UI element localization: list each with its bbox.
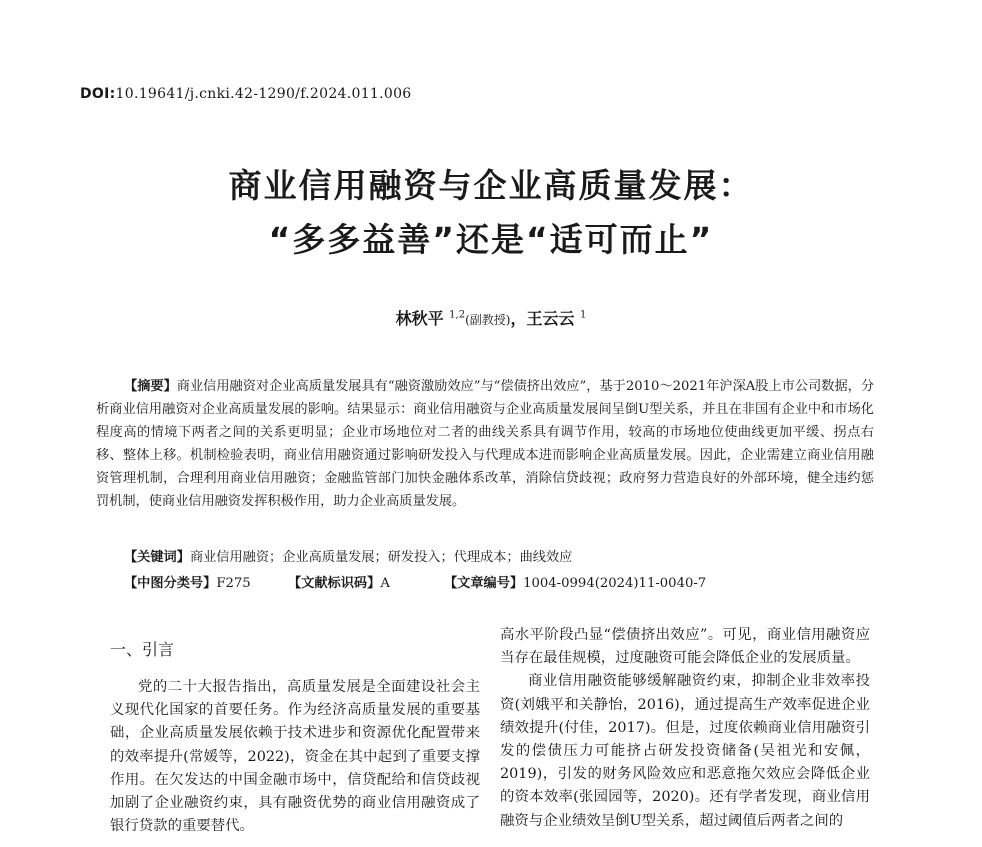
keywords-text: 商业信用融资；企业高质量发展；研发投入；代理成本；曲线效应: [189, 550, 573, 565]
author-separator: ，: [510, 309, 527, 328]
article-value: 1004-0994(2024)11-0040-7: [523, 576, 707, 591]
right-column: [500, 624, 870, 833]
author-1: 林秋平: [395, 309, 444, 328]
article-number: [444, 572, 706, 591]
clc-value: F275: [216, 576, 251, 591]
abstract-label: 【摘要】: [124, 379, 177, 394]
abstract-text: 商业信用融资对企业高质量发展具有“融资激励效应”与“偿债挤出效应”，基于2010～2021年沪深A股上市公司数据，分析商业信用融资对企业高质量发展的影响。结果显示：商业信用融资与企业高质量发展间呈倒U型关系，并且在非国有企业中和市场化程度高的情境下两者之间的关系更明显；企业市场地位对二者的曲线关系具有调节作用，较高的市场地位使曲线更加平缓、拐点右移、整体上移。机制检验表明，商业信用融资通过影响研发投入与代理成本进而影响企业高质量发展。因此，企业需建立商业信用融资管理机制，合理利用商业信用融资；金融监管部门加快金融体系改革，消除信贷歧视；政府努力营造良好的外部环境，健全违约惩罚机制，使商业信用融资发挥积极作用，助力企业高质量发展。: [96, 379, 875, 509]
clc-label: 【中图分类号】: [124, 576, 217, 591]
doc-code: [288, 572, 390, 591]
left-column: [110, 676, 480, 838]
author-1-affiliation: 1,2: [449, 309, 466, 321]
author-line: [0, 306, 982, 329]
keywords-label: 【关键词】: [124, 550, 190, 565]
doi-line: [80, 86, 412, 102]
doc-value: A: [380, 576, 390, 591]
paper-title-line1: 商业信用融资与企业高质量发展：: [228, 166, 754, 205]
paper-title-line2: “多多益善”还是“适可而止”: [268, 220, 714, 259]
keywords: [124, 546, 572, 565]
doc-label: 【文献标识码】: [288, 576, 381, 591]
right-paragraph-continued: 高水平阶段凸显“偿债挤出效应”。可见，商业信用融资应当存在最佳规模，过度融资可能会降低企业的发展质量。: [500, 627, 870, 667]
abstract: [96, 375, 874, 513]
right-paragraph-1: 商业信用融资能够缓解融资约束，抑制企业非效率投资(刘娥平和关静怡，2016)，通过提高生产效率促进企业绩效提升(付佳，2017)。但是，过度依赖商业信用融资引发的偿债压力可能挤占研发投资储备(吴祖光和安佩，2019)，引发的财务风险效应和恶意拖欠效应会降低企业的资本效率(张园园等，2020)。还有学者发现，商业信用融资与企业绩效呈倒U型关系，超过阈值后两者之间的: [500, 673, 870, 829]
article-label: 【文章编号】: [444, 576, 524, 591]
left-paragraph-1: 党的二十大报告指出，高质量发展是全面建设社会主义现代化国家的首要任务。作为经济高质量发展的重要基础，企业高质量发展依赖于技术进步和资源优化配置带来的效率提升(常媛等，2022)，资金在其中起到了重要支撑作用。在欠发达的中国金融市场中，信贷配给和信贷歧视加剧了企业融资约束，具有融资优势的商业信用融资成了银行贷款的重要替代。: [110, 679, 480, 835]
doi-value: 10.19641/j.cnki.42-1290/f.2024.011.006: [115, 86, 412, 102]
author-2: 王云云: [526, 309, 575, 328]
author-1-role: (副教授): [465, 313, 511, 327]
clc-number: [124, 572, 251, 591]
section-heading: 一、引言: [110, 640, 175, 659]
doi-label: DOI:: [80, 86, 116, 102]
author-2-affiliation: 1: [580, 309, 587, 321]
